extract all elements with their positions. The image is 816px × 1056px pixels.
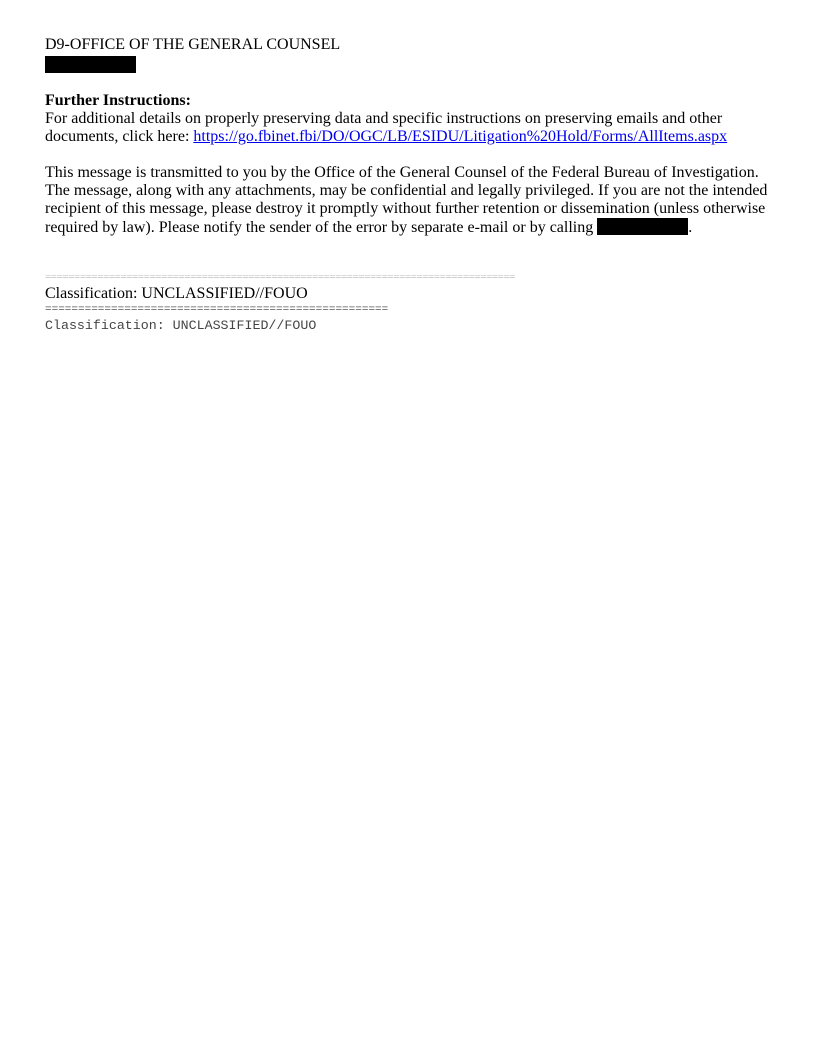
separator-line: ================================================================================= [45,271,516,283]
confidentiality-disclaimer [45,164,775,237]
redaction-block [45,56,136,73]
instructions-heading: Further Instructions: [45,92,191,109]
separator-line-mono: ==================================================== [45,304,389,316]
redacted-phone-number [597,218,688,235]
instructions-body [45,110,775,146]
classification-label: Classification: UNCLASSIFIED//FOUO [45,285,308,302]
document-page [45,36,775,335]
disclaimer-text: This message is transmitted to you by the Office of the General Counsel of the Federal Bureau of Investigation. The message, along with any attachments, may be confidential and legally privileged. If you are not the intended recipient of this message, please destroy it promptly without further retention or dissemination (unless otherwise required by law). Please notify the sender of the error by separate e-mail or by calling [45,164,768,236]
instructions-text: For additional details on properly preserving data and specific instructions on preserving emails and other documents, click here: [45,110,723,145]
preservation-forms-link[interactable]: https://go.fbinet.fbi/DO/OGC/LB/ESIDU/Litigation%20Hold/Forms/AllItems.aspx [193,128,728,145]
classification-label-mono: Classification: UNCLASSIFIED//FOUO [45,318,317,333]
disclaimer-end: . [688,219,693,236]
office-name: D9-OFFICE OF THE GENERAL COUNSEL [45,36,341,53]
